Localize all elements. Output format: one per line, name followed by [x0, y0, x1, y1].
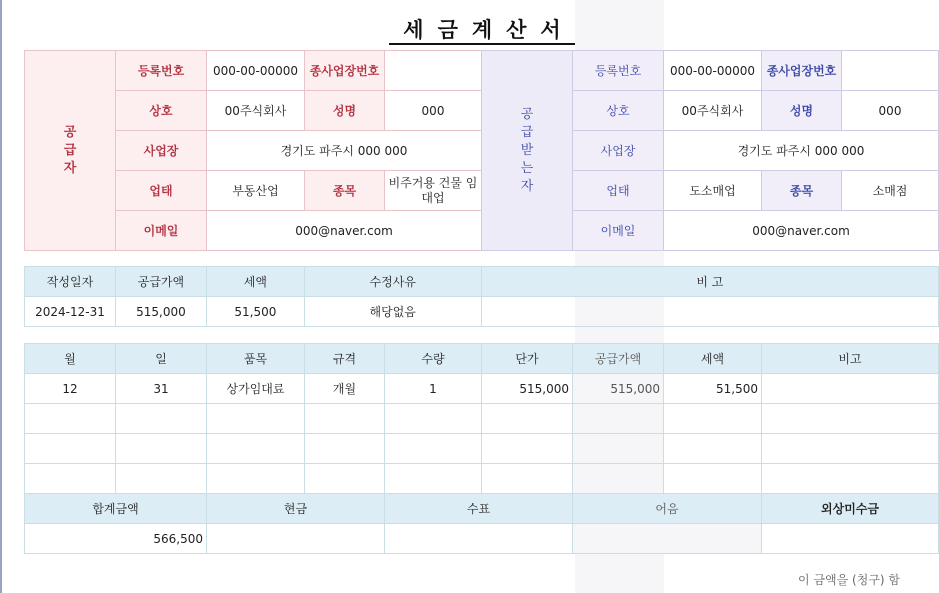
supplier-name-label: 상호 [116, 91, 207, 131]
parties-table [24, 50, 939, 251]
items-header-spec: 규격 [305, 344, 385, 374]
summary-header-tax: 세액 [206, 267, 304, 297]
items-header-remarks: 비고 [762, 344, 939, 374]
document-title: 세금계산서 [0, 14, 939, 44]
item-cell[interactable] [573, 464, 664, 494]
totals-sum[interactable]: 566,500 [25, 524, 207, 554]
receiver-side-label: 공 급 받 는 자 [482, 51, 573, 251]
receiver-biz-item-label: 종목 [762, 171, 842, 211]
item-cell[interactable] [207, 404, 305, 434]
receiver-rep[interactable]: 000 [842, 91, 939, 131]
summary-header-supply: 공급가액 [115, 267, 206, 297]
summary-header-reason: 수정사유 [304, 267, 481, 297]
item-cell[interactable] [664, 434, 762, 464]
summary-reason[interactable]: 해당없음 [304, 297, 481, 327]
item-cell[interactable] [664, 464, 762, 494]
item-cell[interactable]: 개월 [305, 374, 385, 404]
supplier-side-label: 공 급 자 [25, 51, 116, 251]
receiver-reg-no-label: 등록번호 [573, 51, 664, 91]
totals-header-sum: 합계금액 [25, 494, 207, 524]
summary-date[interactable]: 2024-12-31 [25, 297, 116, 327]
item-cell[interactable]: 상가임대료 [207, 374, 305, 404]
receiver-name-label: 상호 [573, 91, 664, 131]
item-cell[interactable] [385, 404, 482, 434]
item-cell[interactable] [573, 404, 664, 434]
summary-header-remarks: 비 고 [481, 267, 938, 297]
item-cell[interactable] [25, 464, 116, 494]
supplier-sub-no-label: 종사업장번호 [305, 51, 385, 91]
item-cell[interactable] [207, 434, 305, 464]
item-cell[interactable] [25, 434, 116, 464]
totals-note[interactable] [573, 524, 762, 554]
item-cell[interactable]: 515,000 [573, 374, 664, 404]
items-header-month: 월 [25, 344, 116, 374]
item-cell[interactable] [762, 374, 939, 404]
item-cell[interactable] [116, 464, 207, 494]
supplier-biz-type-label: 업태 [116, 171, 207, 211]
receiver-email[interactable]: 000@naver.com [664, 211, 939, 251]
receiver-name[interactable]: 00주식회사 [664, 91, 762, 131]
item-cell[interactable] [762, 434, 939, 464]
item-cell[interactable]: 31 [116, 374, 207, 404]
items-header-supply: 공급가액 [573, 344, 664, 374]
receiver-address[interactable]: 경기도 파주시 000 000 [664, 131, 939, 171]
item-cell[interactable] [762, 464, 939, 494]
receiver-sub-no[interactable] [842, 51, 939, 91]
receiver-rep-label: 성명 [762, 91, 842, 131]
summary-header-date: 작성일자 [25, 267, 116, 297]
item-cell[interactable] [305, 434, 385, 464]
summary-table [24, 266, 939, 327]
item-cell[interactable]: 51,500 [664, 374, 762, 404]
item-cell[interactable] [116, 434, 207, 464]
supplier-name[interactable]: 00주식회사 [207, 91, 305, 131]
supplier-biz-item-label: 종목 [305, 171, 385, 211]
item-cell[interactable]: 1 [385, 374, 482, 404]
item-cell[interactable] [482, 404, 573, 434]
claim-footnote: 이 금액을 (청구) 함 [798, 573, 900, 587]
supplier-rep-label: 성명 [305, 91, 385, 131]
receiver-biz-type-label: 업태 [573, 171, 664, 211]
item-cell[interactable] [573, 434, 664, 464]
totals-header-check: 수표 [385, 494, 573, 524]
left-border [0, 0, 2, 593]
item-cell[interactable] [116, 404, 207, 434]
supplier-email[interactable]: 000@naver.com [207, 211, 482, 251]
item-cell[interactable] [385, 434, 482, 464]
supplier-reg-no-label: 등록번호 [116, 51, 207, 91]
totals-check[interactable] [385, 524, 573, 554]
table-row [25, 434, 939, 464]
item-cell[interactable] [305, 404, 385, 434]
receiver-email-label: 이메일 [573, 211, 664, 251]
totals-header-cash: 현금 [207, 494, 385, 524]
item-cell[interactable]: 12 [25, 374, 116, 404]
receiver-biz-item[interactable]: 소매점 [842, 171, 939, 211]
supplier-sub-no[interactable] [385, 51, 482, 91]
supplier-address[interactable]: 경기도 파주시 000 000 [207, 131, 482, 171]
receiver-address-label: 사업장 [573, 131, 664, 171]
item-cell[interactable] [385, 464, 482, 494]
summary-remarks[interactable] [481, 297, 938, 327]
items-header-qty: 수량 [385, 344, 482, 374]
totals-cash[interactable] [207, 524, 385, 554]
item-cell[interactable] [25, 404, 116, 434]
totals-receivable[interactable] [762, 524, 939, 554]
receiver-biz-type[interactable]: 도소매업 [664, 171, 762, 211]
receiver-sub-no-label: 종사업장번호 [762, 51, 842, 91]
table-row [25, 404, 939, 434]
supplier-biz-item[interactable]: 비주거용 건물 임대업 [385, 171, 482, 211]
item-cell[interactable] [664, 404, 762, 434]
item-cell[interactable] [207, 464, 305, 494]
item-cell[interactable] [482, 434, 573, 464]
items-header-unit-price: 단가 [482, 344, 573, 374]
summary-supply[interactable]: 515,000 [115, 297, 206, 327]
supplier-biz-type[interactable]: 부동산업 [207, 171, 305, 211]
items-header-item: 품목 [207, 344, 305, 374]
items-header-tax: 세액 [664, 344, 762, 374]
supplier-email-label: 이메일 [116, 211, 207, 251]
receiver-reg-no[interactable]: 000-00-00000 [664, 51, 762, 91]
item-cell[interactable] [482, 464, 573, 494]
items-table [24, 343, 939, 554]
item-cell[interactable] [762, 404, 939, 434]
summary-tax[interactable]: 51,500 [206, 297, 304, 327]
item-cell[interactable]: 515,000 [482, 374, 573, 404]
supplier-address-label: 사업장 [116, 131, 207, 171]
item-cell[interactable] [305, 464, 385, 494]
supplier-rep[interactable]: 000 [385, 91, 482, 131]
table-row [25, 374, 939, 404]
totals-header-note: 어음 [573, 494, 762, 524]
supplier-reg-no[interactable]: 000-00-00000 [207, 51, 305, 91]
items-header-day: 일 [116, 344, 207, 374]
table-row [25, 464, 939, 494]
totals-header-receivable: 외상미수금 [762, 494, 939, 524]
